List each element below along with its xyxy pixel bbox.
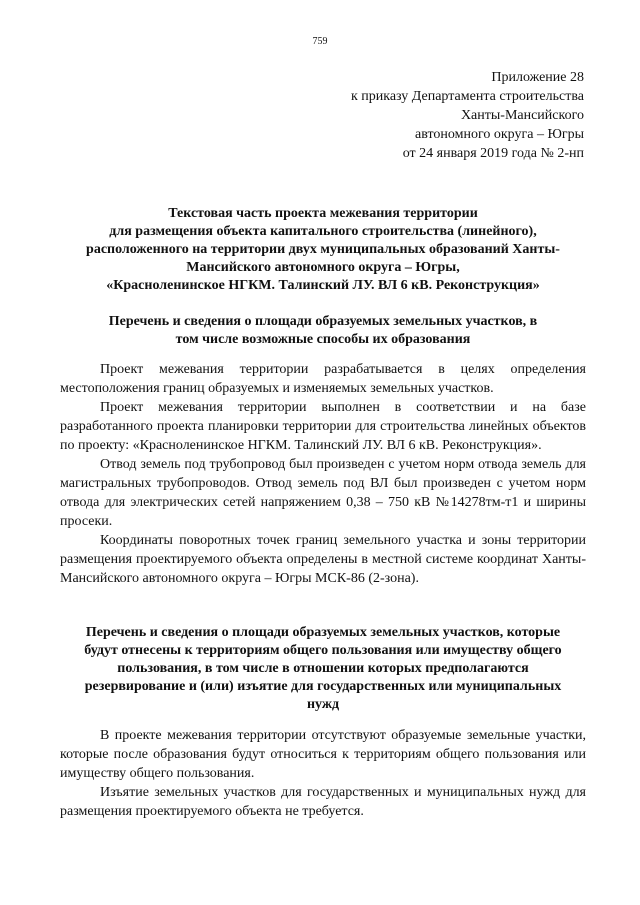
document-title — [60, 205, 586, 295]
section1-body — [60, 360, 586, 588]
heading-line: Перечень и сведения о площади образуемых земельных участков, в — [108, 314, 538, 329]
appendix-line: автономного округа – Югры — [415, 127, 584, 142]
title-line: Текстовая часть проекта межевания территории — [168, 206, 478, 221]
title-line: расположенного на территории двух муниципальных образований Ханты- — [86, 242, 560, 257]
paragraph: В проекте межевания территории отсутствуют образуемые земельные участки, которые после образования будут относиться к территориям общего пользования или имуществу общего пользования. — [60, 728, 586, 781]
heading-line: будут отнесены к территориям общего пользования или имуществу общего — [84, 643, 562, 658]
appendix-line: Ханты-Мансийского — [460, 108, 584, 123]
title-line: Мансийского автономного округа – Югры, — [186, 260, 460, 275]
appendix-line: Приложение 28 — [491, 70, 584, 85]
heading-line: том числе возможные способы их образования — [175, 332, 471, 347]
heading-line: Перечень и сведения о площади образуемых земельных участков, которые — [85, 625, 561, 640]
paragraph: Проект межевания территории выполнен в соответствии и на базе разработанного проекта планировки территории для строительства линейных объектов по проекту: «Красноленинское НГКМ. Талинский ЛУ. ВЛ 6 кВ. Реконструкция». — [60, 400, 586, 453]
section1-heading — [60, 313, 586, 349]
appendix-line: от 24 января 2019 года № 2-нп — [402, 146, 584, 161]
title-line: «Красноленинское НГКМ. Талинский ЛУ. ВЛ 6 кВ. Реконструкция» — [106, 278, 540, 293]
page-number: 759 — [312, 36, 328, 47]
section2-heading — [60, 624, 586, 714]
paragraph: Координаты поворотных точек границ земельного участка и зоны территории размещения проектируемого объекта определены в местной системе координат Ханты-Мансийского автономного округа – Югры МСК-86 (2-зона). — [60, 533, 586, 586]
paragraph: Проект межевания территории разрабатывается в целях определения местоположения границ образуемых и изменяемых земельных участков. — [60, 362, 586, 396]
heading-line: резервирование и (или) изъятие для государственных или муниципальных — [84, 679, 562, 694]
appendix-block — [224, 68, 584, 163]
paragraph: Изъятие земельных участков для государственных и муниципальных нужд для размещения проектируемого объекта не требуется. — [60, 785, 586, 819]
heading-line: нужд — [306, 697, 340, 712]
section2-body — [60, 726, 586, 821]
appendix-line: к приказу Департамента строительства — [350, 89, 584, 104]
heading-line: пользования, в том числе в отношении которых предполагаются — [117, 661, 529, 676]
paragraph: Отвод земель под трубопровод был произведен с учетом норм отвода земель для магистральных трубопроводов. Отвод земель под ВЛ был произведен с учетом норм отвода для электрических сетей напряжением 0,38 – 750 кВ №14278тм-т1 и ширины просеки. — [60, 457, 586, 529]
title-line: для размещения объекта капитального строительства (линейного), — [109, 224, 537, 239]
